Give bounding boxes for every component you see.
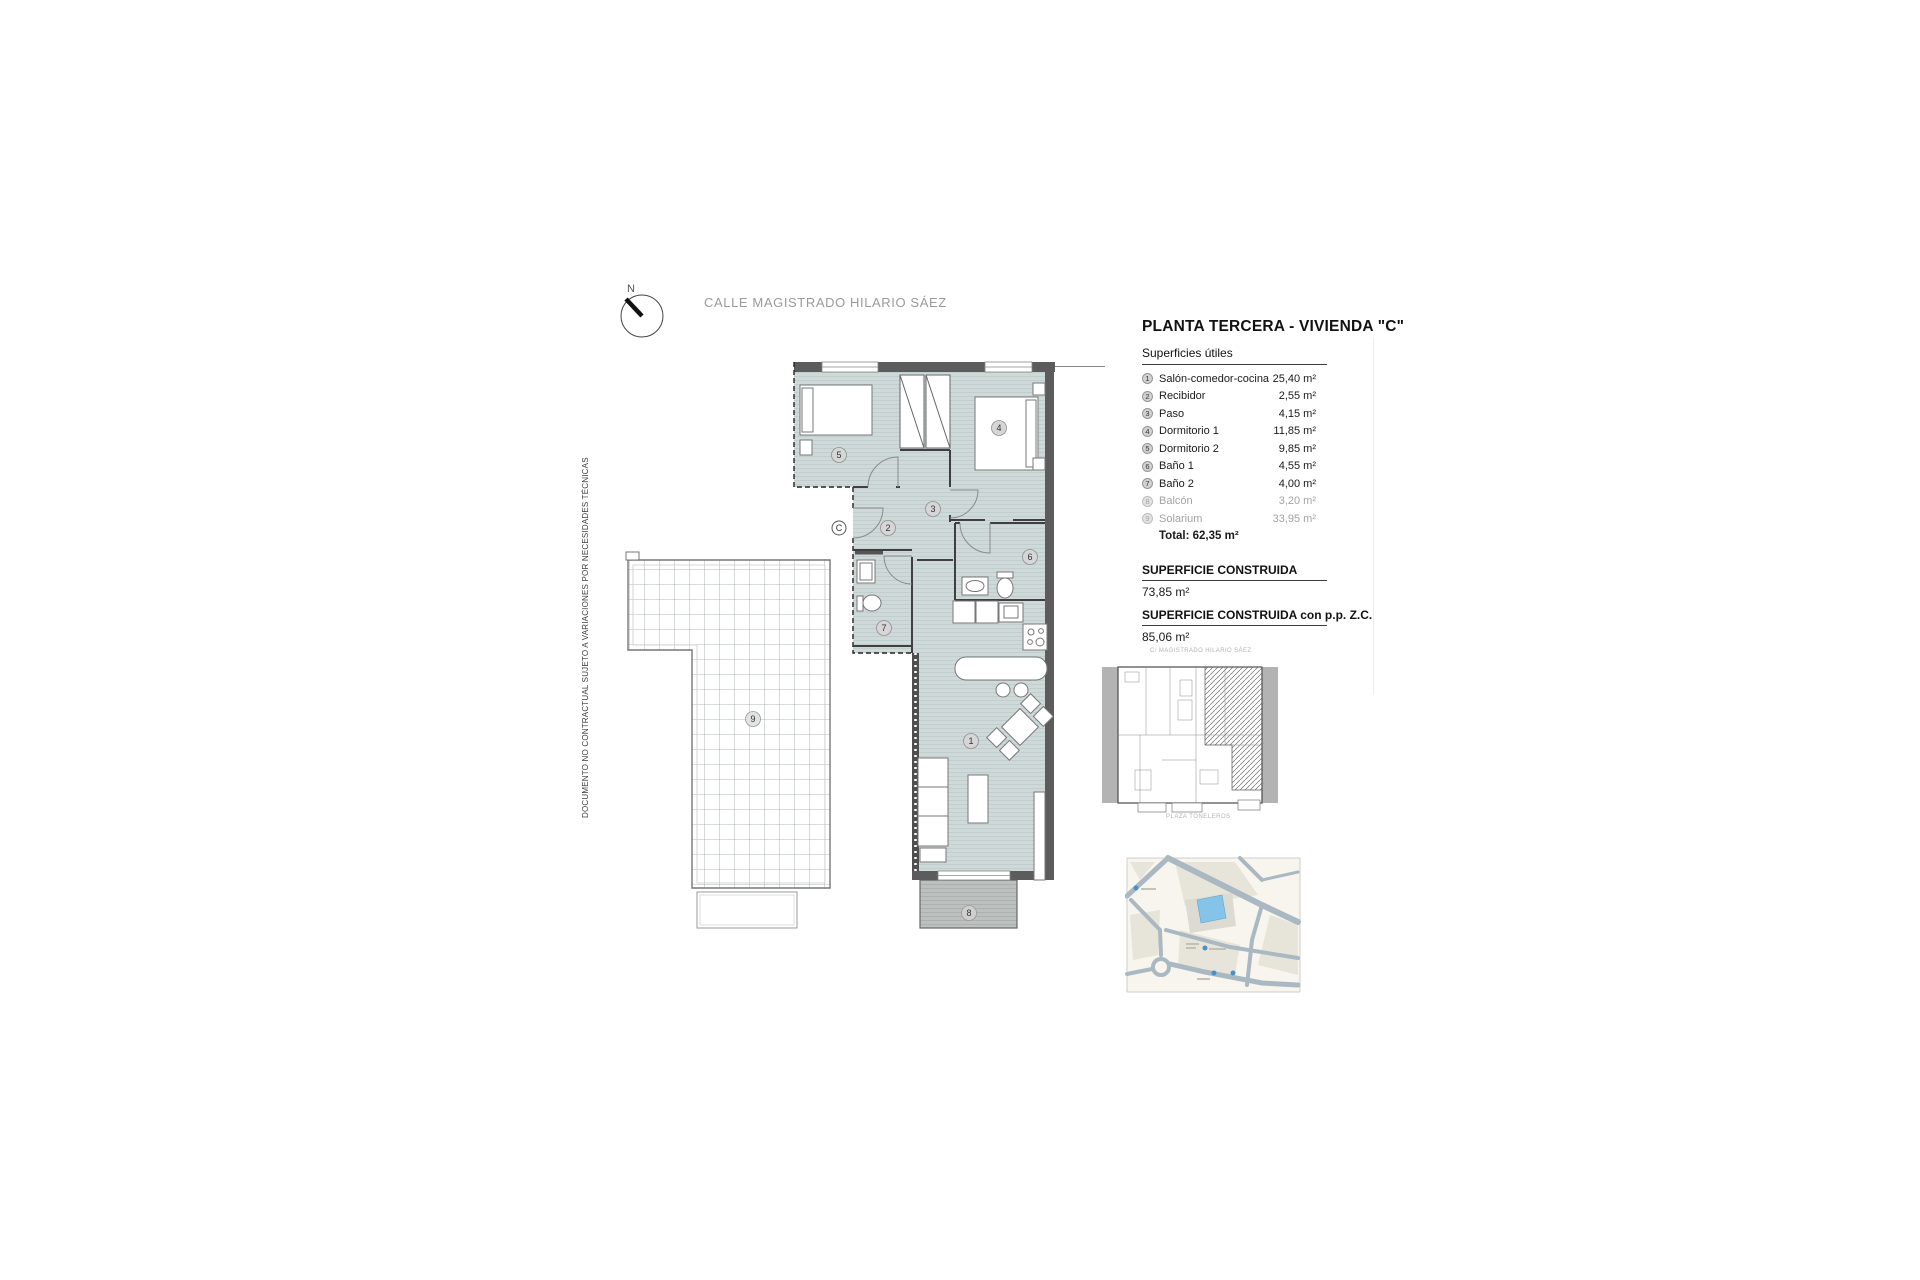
row-badge: 3 bbox=[1142, 408, 1153, 419]
badge-room9 bbox=[746, 712, 761, 727]
row-name: Salón-comedor-cocina bbox=[1159, 372, 1270, 385]
built-area-label: SUPERFICIE CONSTRUIDA bbox=[1142, 563, 1327, 581]
svg-text:5: 5 bbox=[836, 450, 842, 461]
table-row bbox=[1142, 388, 1327, 406]
built-area-value: 73,85 m² bbox=[1142, 584, 1190, 599]
row-name: Baño 2 bbox=[1159, 477, 1194, 490]
overview-left-strip bbox=[1102, 667, 1118, 803]
table-row bbox=[1142, 423, 1327, 441]
badge-room2 bbox=[881, 521, 896, 536]
svg-text:3: 3 bbox=[930, 504, 936, 515]
table-row bbox=[1142, 370, 1327, 388]
lower-terrace-outline bbox=[697, 892, 797, 928]
table-row bbox=[1142, 510, 1327, 528]
svg-text:8: 8 bbox=[966, 908, 972, 919]
overview-street-label: C/ MAGISTRADO HILARIO SÁEZ bbox=[1150, 648, 1252, 654]
svg-text:7: 7 bbox=[881, 623, 887, 634]
table-row bbox=[1142, 493, 1327, 511]
row-area: 3,20 m² bbox=[1278, 495, 1316, 508]
page-title: PLANTA TERCERA - VIVIENDA "C" bbox=[1142, 318, 1405, 335]
solarium bbox=[626, 552, 830, 888]
row-name: Baño 1 bbox=[1159, 460, 1194, 473]
title-block bbox=[1142, 318, 1405, 644]
badge-room1 bbox=[964, 734, 979, 749]
row-badge: 1 bbox=[1142, 373, 1153, 384]
areas-subtitle: Superficies útiles bbox=[1142, 346, 1327, 365]
row-name: Balcón bbox=[1159, 495, 1193, 508]
badge-room8 bbox=[962, 906, 977, 921]
row-name: Paso bbox=[1159, 407, 1185, 420]
row-area: 4,15 m² bbox=[1278, 407, 1316, 420]
row-badge: 2 bbox=[1142, 391, 1153, 402]
map-roundabout bbox=[1153, 959, 1169, 975]
row-badge: 4 bbox=[1142, 426, 1153, 437]
badge-room3 bbox=[926, 502, 941, 517]
location-map bbox=[1125, 855, 1305, 995]
badge-room6 bbox=[1023, 550, 1038, 565]
areas-table bbox=[1142, 370, 1327, 528]
disclaimer-vertical-text: DOCUMENTO NO CONTRACTUAL SUJETO A VARIACIONES POR NECESIDADES TÉCNICAS bbox=[581, 457, 590, 818]
row-name: Recibidor bbox=[1159, 390, 1206, 403]
row-area: 33,95 m² bbox=[1272, 512, 1316, 525]
svg-text:1: 1 bbox=[968, 736, 974, 747]
row-area: 9,85 m² bbox=[1278, 442, 1316, 455]
svg-text:4: 4 bbox=[996, 423, 1002, 434]
row-badge: 6 bbox=[1142, 461, 1153, 472]
table-row bbox=[1142, 440, 1327, 458]
street-label: CALLE MAGISTRADO HILARIO SÁEZ bbox=[704, 295, 947, 310]
svg-text:2: 2 bbox=[885, 523, 891, 534]
badge-room4 bbox=[992, 421, 1007, 436]
built-area-pp-label: SUPERFICIE CONSTRUIDA con p.p. Z.C. bbox=[1142, 608, 1327, 626]
built-area-pp-value: 85,06 m² bbox=[1142, 629, 1190, 644]
row-area: 25,40 m² bbox=[1272, 372, 1316, 385]
svg-text:C: C bbox=[835, 523, 843, 534]
svg-text:9: 9 bbox=[750, 714, 756, 725]
table-row bbox=[1142, 475, 1327, 493]
svg-text:6: 6 bbox=[1027, 552, 1033, 563]
row-area: 11,85 m² bbox=[1273, 425, 1316, 438]
badge-room7 bbox=[877, 621, 892, 636]
row-name: Solarium bbox=[1159, 512, 1203, 525]
row-area: 4,00 m² bbox=[1278, 477, 1316, 490]
overview-plan bbox=[1095, 660, 1295, 820]
row-area: 4,55 m² bbox=[1278, 460, 1316, 473]
row-area: 2,55 m² bbox=[1278, 390, 1316, 403]
map-highlight-building bbox=[1197, 895, 1226, 923]
row-name: Dormitorio 1 bbox=[1159, 425, 1219, 438]
page-fold-line bbox=[1373, 337, 1374, 695]
row-badge: 7 bbox=[1142, 478, 1153, 489]
row-badge: 9 bbox=[1142, 513, 1153, 524]
built-area-pp-section bbox=[1142, 607, 1373, 644]
north-label: N bbox=[627, 283, 635, 295]
table-row bbox=[1142, 405, 1327, 423]
table-row bbox=[1142, 458, 1327, 476]
built-area-section bbox=[1142, 563, 1327, 599]
total-area: Total: 62,35 m² bbox=[1159, 529, 1239, 542]
row-name: Dormitorio 2 bbox=[1159, 442, 1219, 455]
entry-badge bbox=[832, 521, 846, 535]
overview-plaza-label: PLAZA TONELEROS bbox=[1166, 814, 1231, 820]
badge-room5 bbox=[832, 448, 847, 463]
row-badge: 8 bbox=[1142, 496, 1153, 507]
overview-right-strip bbox=[1262, 667, 1278, 803]
row-badge: 5 bbox=[1142, 443, 1153, 454]
floor-plan bbox=[560, 280, 1120, 980]
